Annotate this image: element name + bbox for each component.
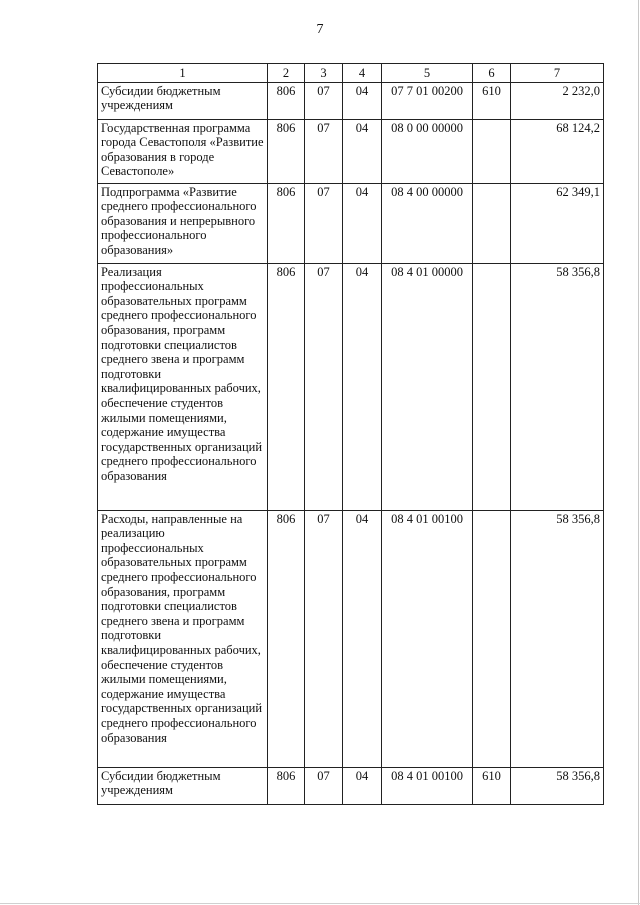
expense-type-code <box>473 510 511 767</box>
amount: 58 356,8 <box>511 263 604 510</box>
target-item-code: 08 4 01 00000 <box>382 263 473 510</box>
table-row <box>98 263 604 510</box>
target-item-code: 07 7 01 00200 <box>382 82 473 119</box>
table-row <box>98 183 604 263</box>
scan-bottom-line <box>0 903 640 904</box>
ministry-code: 806 <box>268 119 305 183</box>
subsection-code: 04 <box>343 263 382 510</box>
row-name: Подпрограмма «Развитие среднего профессионального образования и непрерывного профессионального образования» <box>98 183 268 263</box>
column-header: 3 <box>305 64 343 83</box>
subsection-code: 04 <box>343 510 382 767</box>
column-header: 7 <box>511 64 604 83</box>
amount: 58 356,8 <box>511 767 604 804</box>
target-item-code: 08 4 01 00100 <box>382 510 473 767</box>
row-name: Расходы, направленные на реализацию профессиональных образовательных программ среднего профессионального образования, программ подготовки специалистов среднего звена и программ подготовки квалифицированных рабочих, обеспечение студентов жилыми помещениями, содержание имущества государственных организаций среднего профессионального образования <box>98 510 268 767</box>
amount: 62 349,1 <box>511 183 604 263</box>
row-name: Государственная программа города Севастополя «Развитие образования в городе Севастополе» <box>98 119 268 183</box>
ministry-code: 806 <box>268 82 305 119</box>
column-header: 5 <box>382 64 473 83</box>
page-number: 7 <box>316 22 324 37</box>
amount: 58 356,8 <box>511 510 604 767</box>
section-code: 07 <box>305 82 343 119</box>
subsection-code: 04 <box>343 767 382 804</box>
expense-type-code: 610 <box>473 82 511 119</box>
table-row <box>98 119 604 183</box>
ministry-code: 806 <box>268 510 305 767</box>
section-code: 07 <box>305 119 343 183</box>
row-name: Субсидии бюджетным учреждениям <box>98 82 268 119</box>
amount: 2 232,0 <box>511 82 604 119</box>
amount: 68 124,2 <box>511 119 604 183</box>
subsection-code: 04 <box>343 183 382 263</box>
section-code: 07 <box>305 510 343 767</box>
row-name: Субсидии бюджетным учреждениям <box>98 767 268 804</box>
expense-type-code <box>473 119 511 183</box>
target-item-code: 08 0 00 00000 <box>382 119 473 183</box>
section-code: 07 <box>305 183 343 263</box>
subsection-code: 04 <box>343 119 382 183</box>
table-row <box>98 510 604 767</box>
column-header: 4 <box>343 64 382 83</box>
section-code: 07 <box>305 263 343 510</box>
budget-table <box>97 63 604 805</box>
ministry-code: 806 <box>268 263 305 510</box>
scan-edge-line <box>638 0 639 905</box>
row-name: Реализация профессиональных образовательных программ среднего профессионального образования, программ подготовки специалистов среднего звена и программ подготовки квалифицированных рабочих, обеспечение студентов жилыми помещениями, содержание имущества государственных организаций среднего профессионального образования <box>98 263 268 510</box>
ministry-code: 806 <box>268 767 305 804</box>
ministry-code: 806 <box>268 183 305 263</box>
subsection-code: 04 <box>343 82 382 119</box>
section-code: 07 <box>305 767 343 804</box>
expense-type-code <box>473 183 511 263</box>
target-item-code: 08 4 01 00100 <box>382 767 473 804</box>
column-header: 1 <box>98 64 268 83</box>
column-header: 6 <box>473 64 511 83</box>
column-header: 2 <box>268 64 305 83</box>
table-row <box>98 82 604 119</box>
expense-type-code <box>473 263 511 510</box>
expense-type-code: 610 <box>473 767 511 804</box>
table-header-row <box>98 64 604 83</box>
table-row <box>98 767 604 804</box>
target-item-code: 08 4 00 00000 <box>382 183 473 263</box>
